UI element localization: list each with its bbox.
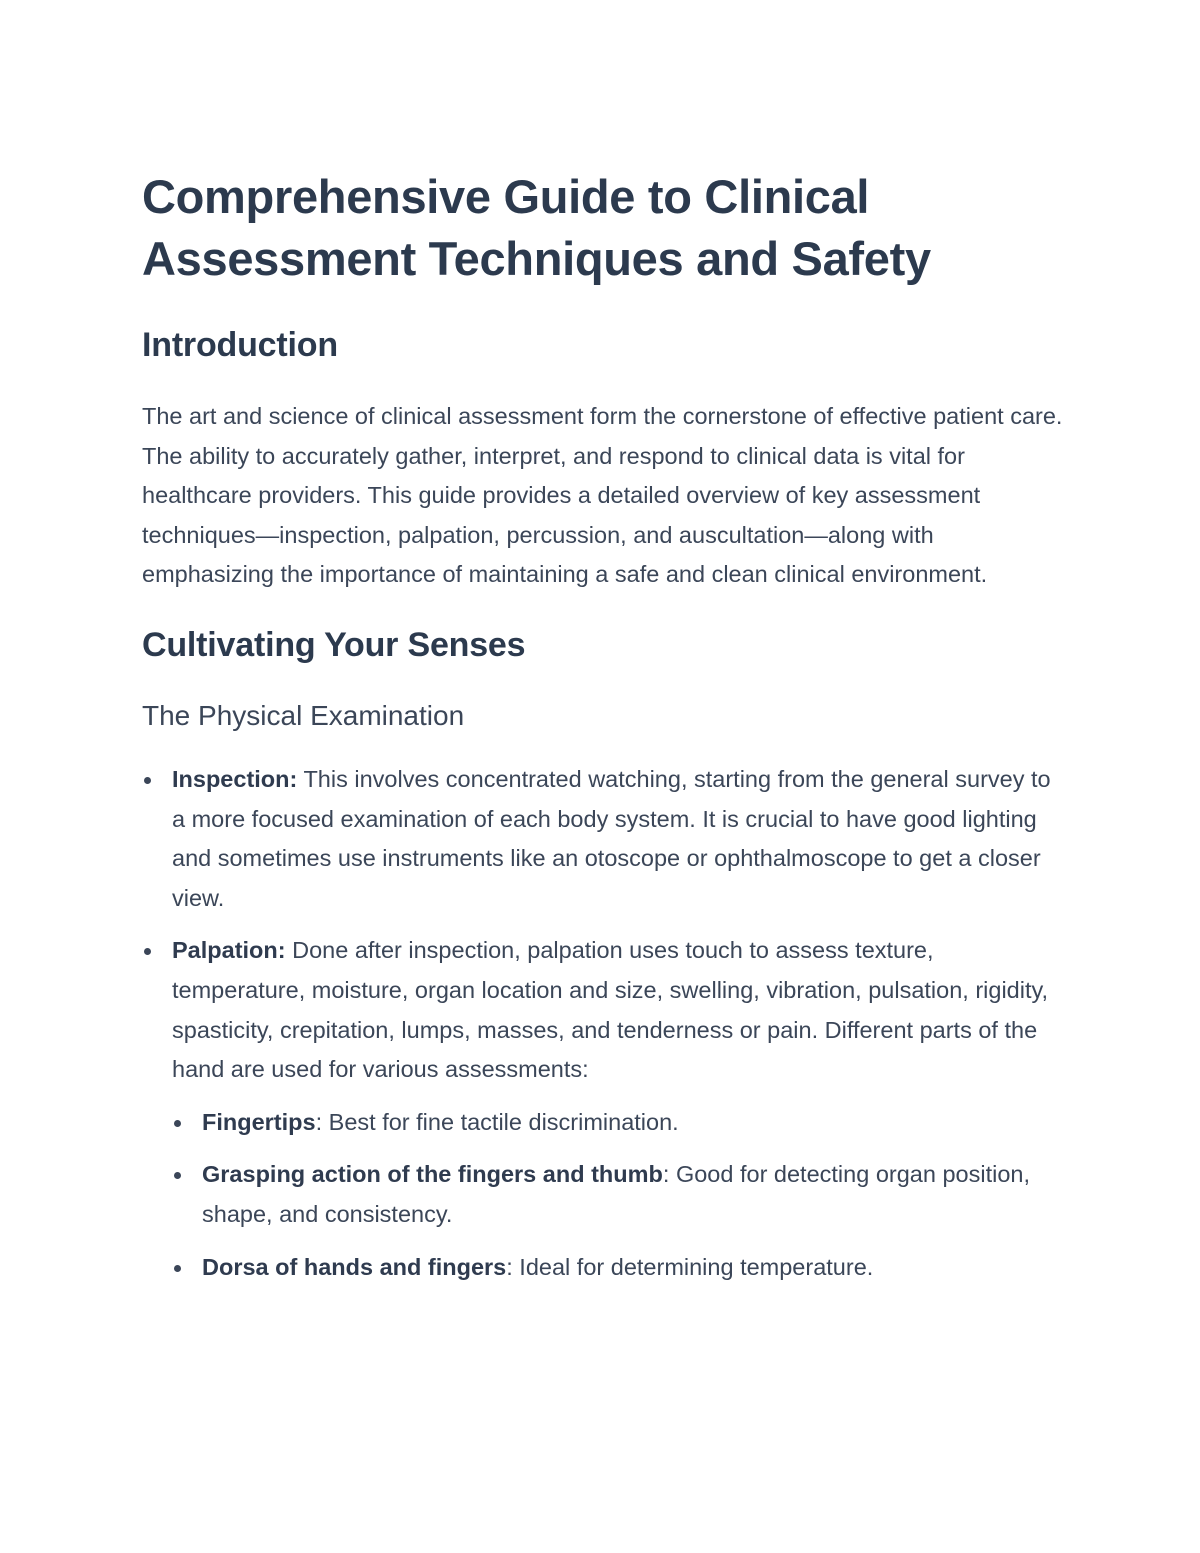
sub-list-item-text: : Best for fine tactile discrimination. (315, 1108, 679, 1135)
sub-list-item-dorsa (172, 1248, 1067, 1288)
bullet-icon (174, 1120, 181, 1127)
senses-heading: Cultivating Your Senses (142, 625, 526, 664)
physical-examination-subheading: The Physical Examination (142, 699, 465, 731)
sub-list-item-grasping (172, 1155, 1067, 1234)
sub-list-item-term: Fingertips (202, 1108, 316, 1135)
bullet-icon (144, 948, 151, 955)
sub-list-item-term: Grasping action of the fingers and thumb (202, 1161, 663, 1188)
document-page (142, 166, 1067, 1300)
list-item-palpation (142, 931, 1067, 1287)
list-item-text: Done after inspection, palpation uses touch to assess texture, temperature, moisture, organ location and size, swelling, vibration, pulsation, rigidity, spasticity, crepitation, lumps, masses, and tenderness or pain. Different parts of the hand are used for various assessments: (172, 937, 1049, 1083)
bullet-icon (144, 777, 151, 784)
sub-list-item-text: : Good for detecting organ position, shape, and consistency. (202, 1161, 1030, 1227)
list-item-term: Inspection: (172, 765, 298, 792)
introduction-paragraph: The art and science of clinical assessment form the cornerstone of effective patient care. The ability to accurately gather, interpret, and respond to clinical data is vital for healthcare providers. This guide provides a detailed overview of key assessment techniques—inspection, palpation, percussion, and auscultation—along with emphasizing the importance of maintaining a safe and clean clinical environment. (142, 403, 1063, 588)
document-title: Comprehensive Guide to Clinical Assessment Techniques and Safety (142, 170, 931, 285)
sub-list-item-fingertips (172, 1103, 1067, 1143)
list-item-text: This involves concentrated watching, starting from the general survey to a more focused examination of each body system. It is crucial to have good lighting and sometimes use instruments like an otoscope or ophthalmoscope to get a closer view. (172, 765, 1051, 911)
list-item-term: Palpation: (172, 937, 286, 964)
bullet-icon (174, 1265, 181, 1272)
hand-parts-list (172, 1103, 1067, 1287)
technique-list (142, 760, 1067, 1287)
sub-list-item-text: : Ideal for determining temperature. (506, 1253, 874, 1280)
list-item-inspection (142, 760, 1067, 918)
introduction-heading: Introduction (142, 326, 338, 364)
sub-list-item-term: Dorsa of hands and fingers (202, 1253, 507, 1280)
bullet-icon (174, 1172, 181, 1179)
